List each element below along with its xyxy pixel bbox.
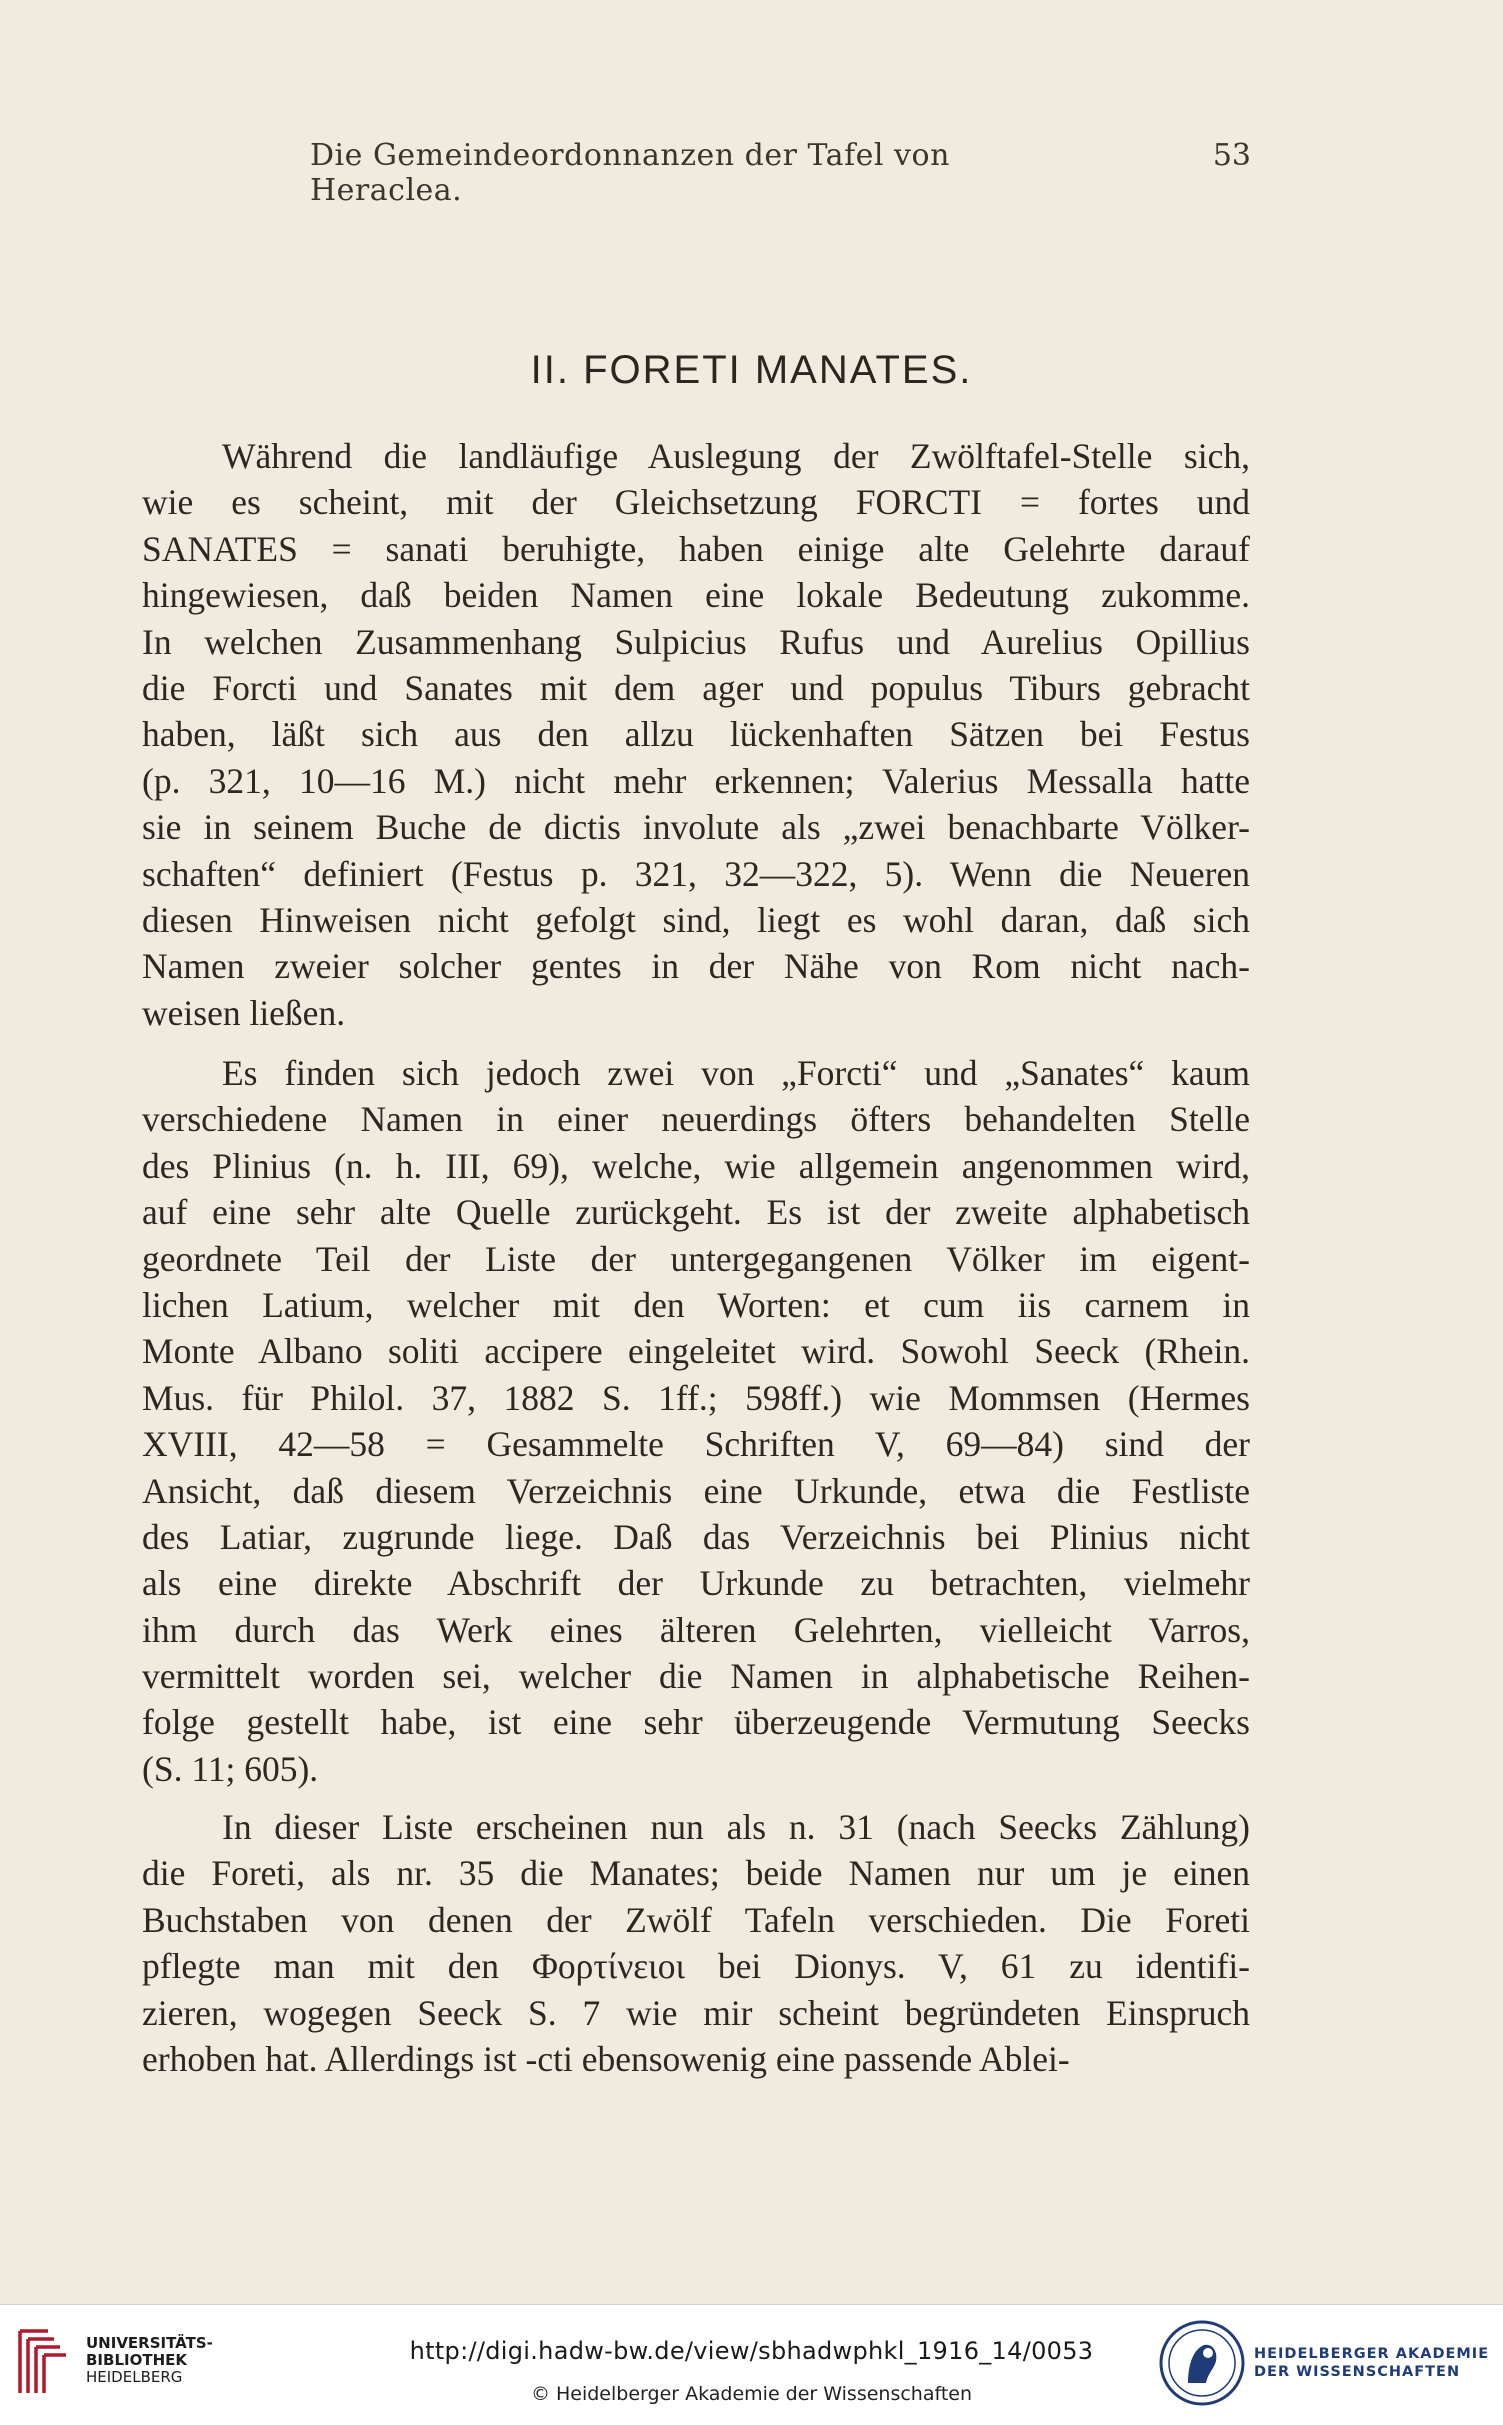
library-line: HEIDELBERG	[86, 2368, 183, 2386]
running-head: Die Gemeindeordonnanzen der Tafel von Heraclea.	[310, 138, 950, 208]
text-line: SANATES = sanati beruhigte, haben einige alte Gelehrte darauf	[142, 528, 1250, 569]
text-line: erhoben hat. Allerdings ist -cti ebensowenig eine passende Ablei-	[142, 2038, 1070, 2079]
text-line: diesen Hinweisen nicht gefolgt sind, liegt es wohl daran, daß sich	[142, 899, 1250, 940]
text-line: sie in seinem Buche de dictis involute als „zwei benachbarte Völker-	[142, 807, 1250, 848]
text-line: (p. 321, 10—16 M.) nicht mehr erkennen; Valerius Messalla hatte	[142, 760, 1250, 801]
text-line: weisen ließen.	[142, 992, 346, 1033]
academy-seal-icon	[1158, 2319, 1246, 2407]
viewer-footer	[0, 2304, 1503, 2425]
permalink-url[interactable]: http://digi.hadw-bw.de/view/sbhadwphkl_1916_14/0053	[409, 2337, 1094, 2365]
text-line: XVIII, 42—58 = Gesammelte Schriften V, 69—84) sind der	[142, 1424, 1250, 1465]
section-title: II. FORETI MANATES.	[530, 348, 973, 392]
text-line: haben, läßt sich aus den allzu lückenhaften Sätzen bei Festus	[142, 714, 1250, 755]
text-line: verschiedene Namen in einer neuerdings öfters behandelten Stelle	[142, 1099, 1250, 1140]
academy-name	[1254, 2345, 1489, 2381]
copyright-notice: © Heidelberger Akademie der Wissenschaften	[530, 2383, 973, 2405]
text-line: hingewiesen, daß beiden Namen eine lokale Bedeutung zukomme.	[142, 575, 1250, 616]
text-line: zieren, wogegen Seeck S. 7 wie mir scheint begründeten Einspruch	[142, 1992, 1250, 2033]
text-line: die Forcti und Sanates mit dem ager und populus Tiburs gebracht	[142, 667, 1250, 708]
text-line: Monte Albano soliti accipere eingeleitet wird. Sowohl Seeck (Rhein.	[142, 1331, 1250, 1372]
paragraph-1	[142, 433, 1250, 1036]
text-line: In dieser Liste erscheinen nun als n. 31 (nach Seecks Zählung)	[222, 1807, 1250, 1847]
text-line: Es finden sich jedoch zwei von „Forcti“ und „Sanates“ kaum	[222, 1053, 1250, 1093]
text-line: geordnete Teil der Liste der untergegangenen Völker im eigent-	[142, 1238, 1250, 1279]
text-line: folge gestellt habe, ist eine sehr überzeugende Vermutung Seecks	[142, 1702, 1250, 1743]
text-line: wie es scheint, mit der Gleichsetzung FORCTI = fortes und	[142, 482, 1250, 523]
paragraph-3	[142, 1804, 1250, 2082]
text-line: lichen Latium, welcher mit den Worten: et cum iis carnem in	[142, 1284, 1250, 1325]
text-line: pflegte man mit den Φορτίνειοι bei Dionys. V, 61 zu identifi-	[142, 1946, 1250, 1987]
text-line: vermittelt worden sei, welcher die Namen in alphabetische Reihen-	[142, 1656, 1250, 1697]
page-number: 53	[1212, 138, 1251, 173]
text-line: schaften“ definiert (Festus p. 321, 32—322, 5). Wenn die Neueren	[142, 853, 1250, 894]
text-line: Während die landläufige Auslegung der Zwölftafel-Stelle sich,	[222, 436, 1250, 476]
text-line: die Foreti, als nr. 35 die Manates; beide Namen nur um je einen	[142, 1853, 1250, 1894]
text-line: ihm durch das Werk eines älteren Gelehrten, vielleicht Varros,	[142, 1609, 1250, 1650]
text-line: des Plinius (n. h. III, 69), welche, wie allgemein angenommen wird,	[142, 1145, 1250, 1186]
text-line: auf eine sehr alte Quelle zurückgeht. Es ist der zweite alphabetisch	[142, 1192, 1250, 1233]
text-line: des Latiar, zugrunde liege. Daß das Verzeichnis bei Plinius nicht	[142, 1516, 1250, 1557]
text-line: als eine direkte Abschrift der Urkunde zu betrachten, vielmehr	[142, 1563, 1250, 1604]
library-line: UNIVERSITÄTS-	[86, 2334, 213, 2352]
text-line: In welchen Zusammenhang Sulpicius Rufus und Aurelius Opillius	[142, 621, 1250, 662]
text-line: Mus. für Philol. 37, 1882 S. 1ff.; 598ff.) wie Mommsen (Hermes	[142, 1377, 1250, 1418]
text-line: (S. 11; 605).	[142, 1748, 319, 1789]
text-line: Ansicht, daß diesem Verzeichnis eine Urkunde, etwa die Festliste	[142, 1470, 1250, 1511]
paragraph-2	[142, 1050, 1250, 1792]
academy-line: DER WISSENSCHAFTEN	[1254, 2364, 1461, 2380]
text-line: Buchstaben von denen der Zwölf Tafeln verschieden. Die Foreti	[142, 1899, 1250, 1940]
library-line: BIBLIOTHEK	[86, 2351, 187, 2369]
academy-line: HEIDELBERGER AKADEMIE	[1254, 2346, 1490, 2362]
text-line: Namen zweier solcher gentes in der Nähe von Rom nicht nach-	[142, 946, 1250, 987]
